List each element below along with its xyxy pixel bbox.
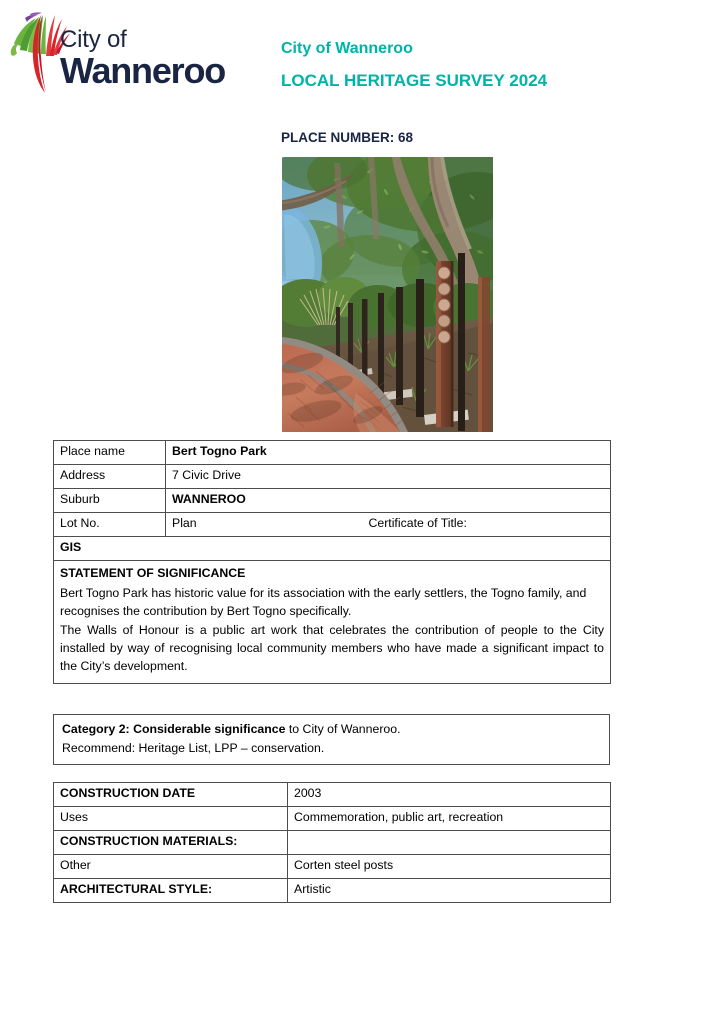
row-value-other: Corten steel posts	[288, 854, 611, 878]
category-level-label: Category 2: Considerable significance	[62, 722, 286, 736]
table-row	[54, 512, 611, 536]
category-line	[62, 720, 601, 739]
document-title-block	[281, 38, 547, 93]
row-label-construction-materials: CONSTRUCTION MATERIALS:	[54, 830, 288, 854]
recommendation-line: Recommend: Heritage List, LPP – conservation.	[62, 741, 325, 756]
table-row-gis	[54, 536, 611, 560]
city-of-wanneroo-logo	[8, 10, 238, 94]
row-value-place-name: Bert Togno Park	[166, 441, 611, 465]
logo-wanneroo-text: Wanneroo	[60, 50, 226, 91]
table-row	[54, 854, 611, 878]
row-value-lot-no	[166, 512, 611, 536]
row-value-address: 7 Civic Drive	[166, 464, 611, 488]
table-row	[54, 806, 611, 830]
statement-heading: STATEMENT OF SIGNIFICANCE	[60, 565, 246, 580]
row-value-construction-date: 2003	[288, 783, 611, 807]
category-scope-label: to City of Wanneroo.	[285, 722, 401, 736]
table-row	[54, 488, 611, 512]
category-recommendation-box	[53, 714, 610, 765]
table-row	[54, 830, 611, 854]
plan-label: Plan	[172, 515, 197, 530]
heritage-place-photograph	[282, 157, 493, 432]
table-row	[54, 464, 611, 488]
row-label-construction-date: CONSTRUCTION DATE	[54, 783, 288, 807]
statement-of-significance-cell	[54, 560, 611, 683]
row-value-suburb: WANNEROO	[166, 488, 611, 512]
table-row-statement	[54, 560, 611, 683]
row-value-architectural-style: Artistic	[288, 878, 611, 902]
row-label-architectural-style: ARCHITECTURAL STYLE:	[54, 878, 288, 902]
place-number-label: PLACE NUMBER: 68	[281, 130, 414, 145]
row-label-place-name: Place name	[54, 441, 166, 465]
category-cell	[54, 715, 610, 765]
row-value-uses: Commemoration, public art, recreation	[288, 806, 611, 830]
logo-wordmark	[60, 28, 225, 89]
row-value-construction-materials	[288, 830, 611, 854]
statement-paragraph-1: Bert Togno Park has historic value for its association with the early settlers, the Togno family, and recognises the contribution by Bert Togno specifically.	[60, 585, 587, 618]
row-label-uses: Uses	[54, 806, 288, 830]
document-subtitle: City of Wanneroo	[281, 40, 413, 57]
page-header	[0, 0, 706, 115]
place-details-table	[53, 440, 611, 684]
row-label-suburb: Suburb	[54, 488, 166, 512]
logo-city-text: City of	[60, 26, 127, 53]
table-row	[54, 441, 611, 465]
certificate-of-title-label: Certificate of Title:	[368, 515, 467, 530]
row-label-lot-no: Lot No.	[54, 512, 166, 536]
row-label-gis: GIS	[54, 536, 611, 560]
table-row	[54, 715, 610, 765]
row-label-address: Address	[54, 464, 166, 488]
construction-details-table	[53, 782, 611, 903]
table-row	[54, 783, 611, 807]
row-label-other: Other	[54, 854, 288, 878]
statement-paragraph-2: The Walls of Honour is a public art work that celebrates the contribution of people to the City installed by way of recognising local community members who have made a significant impact to the City’s development.	[60, 623, 604, 674]
page-title: LOCAL HERITAGE SURVEY 2024	[281, 70, 548, 90]
table-row	[54, 878, 611, 902]
